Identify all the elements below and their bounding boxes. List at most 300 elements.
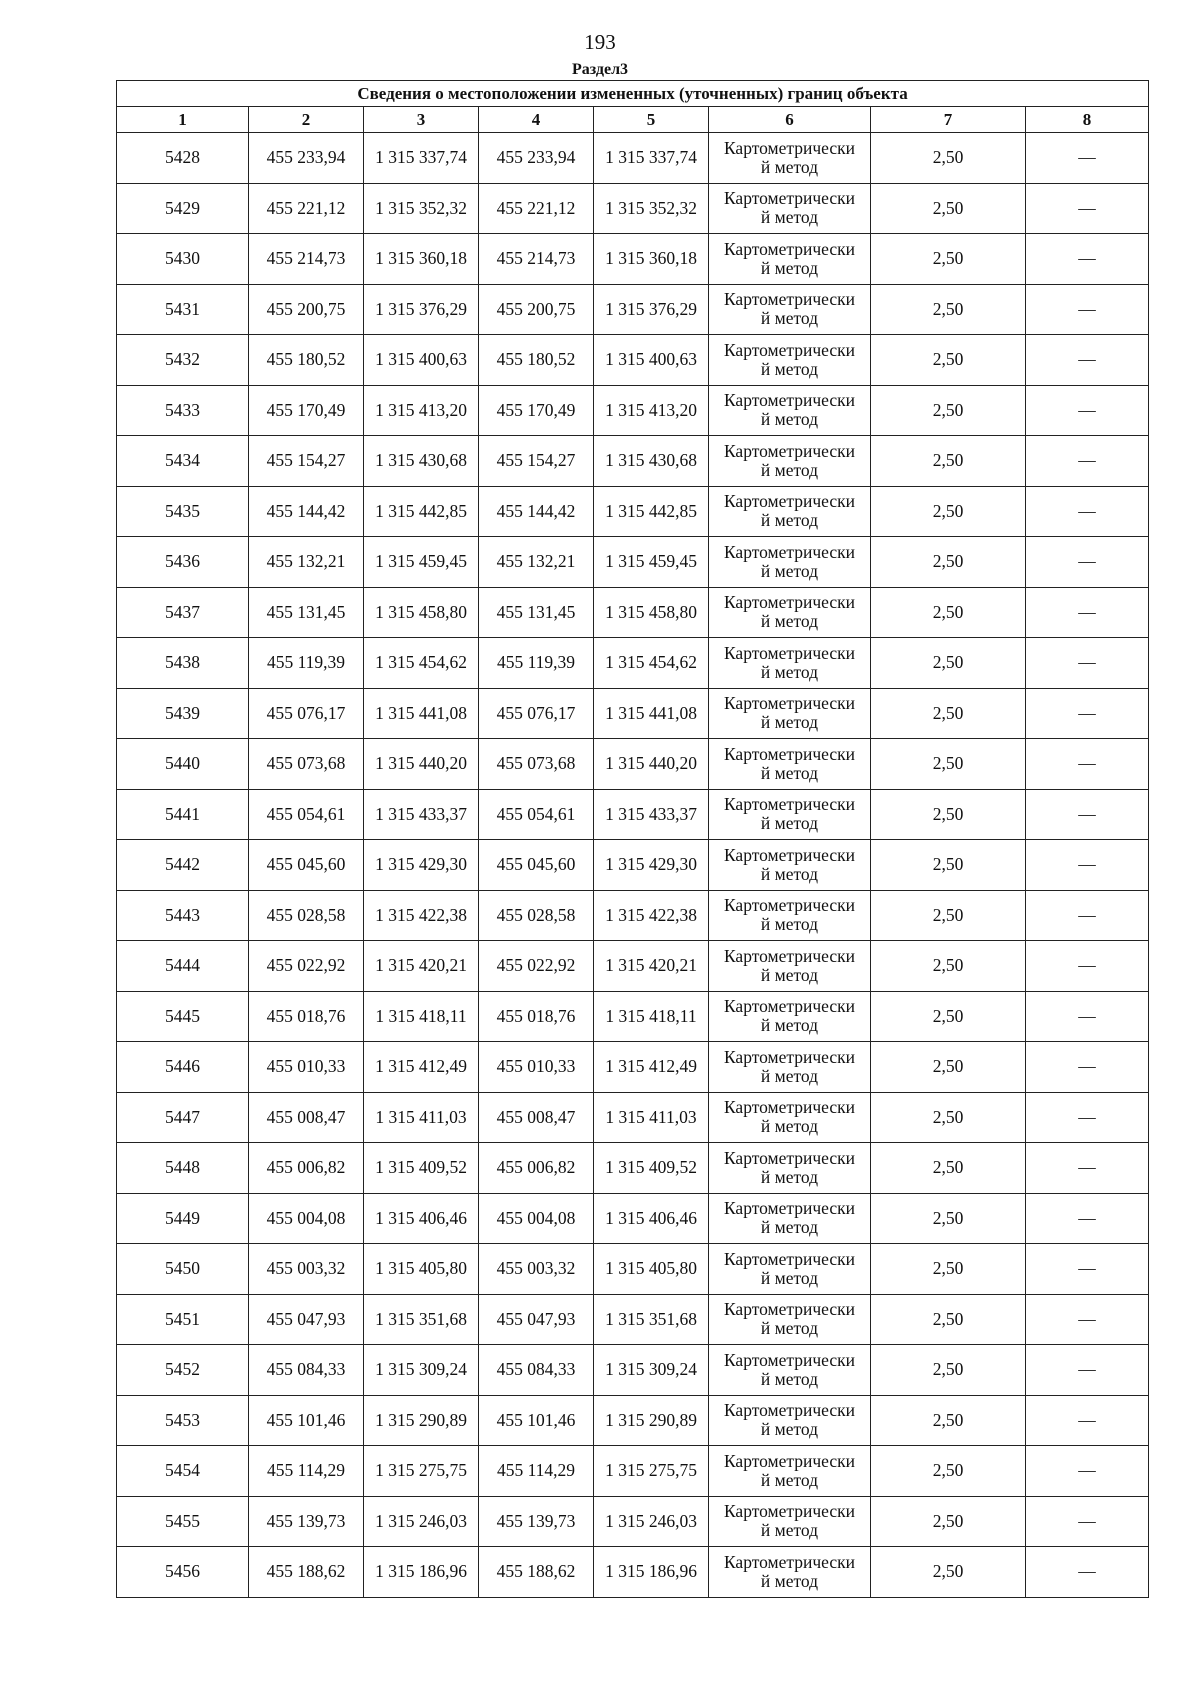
point-number-cell: 5445 [117,991,249,1042]
x-new-cell: 455 022,92 [479,941,594,992]
method-cell [709,1092,871,1143]
accuracy-cell: 2,50 [871,638,1026,689]
point-number-cell: 5451 [117,1294,249,1345]
table-row [117,1042,1149,1093]
y-old-cell: 1 315 409,52 [364,1143,479,1194]
point-number-cell: 5432 [117,335,249,386]
x-old-cell: 455 003,32 [249,1244,364,1295]
method-line-2: й метод [760,1267,819,1288]
method-line-2: й метод [760,510,819,531]
method-cell [709,335,871,386]
point-number-cell: 5447 [117,1092,249,1143]
y-old-cell: 1 315 430,68 [364,436,479,487]
x-old-cell: 455 006,82 [249,1143,364,1194]
accuracy-cell: 2,50 [871,1395,1026,1446]
method-line-1: Картометрически [723,592,856,613]
point-number-cell: 5429 [117,183,249,234]
point-number-cell: 5431 [117,284,249,335]
method-cell [709,1446,871,1497]
x-new-cell: 455 003,32 [479,1244,594,1295]
x-new-cell: 455 004,08 [479,1193,594,1244]
table-row [117,1547,1149,1598]
method-line-2: й метод [760,257,819,278]
x-new-cell: 455 047,93 [479,1294,594,1345]
accuracy-cell: 2,50 [871,335,1026,386]
x-old-cell: 455 076,17 [249,688,364,739]
accuracy-cell: 2,50 [871,133,1026,184]
x-old-cell: 455 045,60 [249,840,364,891]
method-line-1: Картометрически [723,1046,856,1067]
x-old-cell: 455 047,93 [249,1294,364,1345]
method-line-1: Картометрически [723,642,856,663]
point-number-cell: 5449 [117,1193,249,1244]
accuracy-cell: 2,50 [871,1294,1026,1345]
note-cell: — [1026,486,1149,537]
x-new-cell: 455 076,17 [479,688,594,739]
x-old-cell: 455 119,39 [249,638,364,689]
method-line-2: й метод [760,964,819,985]
accuracy-cell: 2,50 [871,991,1026,1042]
note-cell: — [1026,1092,1149,1143]
y-new-cell: 1 315 413,20 [594,385,709,436]
method-cell [709,1547,871,1598]
note-cell: — [1026,1547,1149,1598]
y-new-cell: 1 315 360,18 [594,234,709,285]
x-old-cell: 455 132,21 [249,537,364,588]
y-old-cell: 1 315 440,20 [364,739,479,790]
method-line-2: й метод [760,762,819,783]
accuracy-cell: 2,50 [871,1143,1026,1194]
x-old-cell: 455 008,47 [249,1092,364,1143]
method-line-2: й метод [760,459,819,480]
method-cell [709,638,871,689]
note-cell: — [1026,1193,1149,1244]
point-number-cell: 5434 [117,436,249,487]
y-old-cell: 1 315 412,49 [364,1042,479,1093]
method-line-2: й метод [760,1065,819,1086]
y-old-cell: 1 315 458,80 [364,587,479,638]
point-number-cell: 5444 [117,941,249,992]
point-number-cell: 5428 [117,133,249,184]
point-number-cell: 5452 [117,1345,249,1396]
method-line-1: Картометрически [723,1349,856,1370]
point-number-cell: 5455 [117,1496,249,1547]
method-cell [709,840,871,891]
note-cell: — [1026,941,1149,992]
point-number-cell: 5436 [117,537,249,588]
x-new-cell: 455 132,21 [479,537,594,588]
method-cell [709,587,871,638]
x-new-cell: 455 131,45 [479,587,594,638]
note-cell: — [1026,1395,1149,1446]
table-row [117,385,1149,436]
method-line-1: Картометрически [723,693,856,714]
method-line-2: й метод [760,1318,819,1339]
method-cell [709,1193,871,1244]
y-new-cell: 1 315 290,89 [594,1395,709,1446]
x-old-cell: 455 144,42 [249,486,364,537]
y-old-cell: 1 315 422,38 [364,890,479,941]
accuracy-cell: 2,50 [871,1547,1026,1598]
method-line-2: й метод [760,1368,819,1389]
table-row [117,840,1149,891]
x-old-cell: 455 054,61 [249,789,364,840]
point-number-cell: 5450 [117,1244,249,1295]
y-new-cell: 1 315 411,03 [594,1092,709,1143]
method-cell [709,1496,871,1547]
y-new-cell: 1 315 309,24 [594,1345,709,1396]
table-row [117,335,1149,386]
table-row [117,1143,1149,1194]
note-cell: — [1026,739,1149,790]
x-old-cell: 455 233,94 [249,133,364,184]
method-line-2: й метод [760,863,819,884]
method-line-2: й метод [760,1419,819,1440]
y-new-cell: 1 315 422,38 [594,890,709,941]
x-new-cell: 455 119,39 [479,638,594,689]
y-old-cell: 1 315 376,29 [364,284,479,335]
table-row [117,1092,1149,1143]
y-new-cell: 1 315 186,96 [594,1547,709,1598]
method-line-2: й метод [760,560,819,581]
accuracy-cell: 2,50 [871,436,1026,487]
accuracy-cell: 2,50 [871,1092,1026,1143]
x-new-cell: 455 045,60 [479,840,594,891]
table-row [117,739,1149,790]
method-line-1: Картометрически [723,188,856,209]
y-old-cell: 1 315 406,46 [364,1193,479,1244]
x-old-cell: 455 139,73 [249,1496,364,1547]
coordinates-table [116,80,1149,1598]
table-row [117,486,1149,537]
accuracy-cell: 2,50 [871,1345,1026,1396]
method-line-1: Картометрически [723,1198,856,1219]
table-row [117,1395,1149,1446]
page-number: 193 [584,30,616,54]
x-old-cell: 455 180,52 [249,335,364,386]
table-caption: Сведения о местоположении измененных (уточненных) границ объекта [117,81,1149,107]
method-line-2: й метод [760,1570,819,1591]
y-new-cell: 1 315 420,21 [594,941,709,992]
accuracy-cell: 2,50 [871,1193,1026,1244]
note-cell: — [1026,436,1149,487]
table-row [117,941,1149,992]
method-cell [709,991,871,1042]
method-line-2: й метод [760,813,819,834]
method-line-1: Картометрически [723,541,856,562]
method-line-1: Картометрически [723,1248,856,1269]
note-cell: — [1026,537,1149,588]
x-new-cell: 455 006,82 [479,1143,594,1194]
method-line-1: Картометрически [723,1501,856,1522]
accuracy-cell: 2,50 [871,739,1026,790]
y-old-cell: 1 315 413,20 [364,385,479,436]
x-old-cell: 455 084,33 [249,1345,364,1396]
x-new-cell: 455 073,68 [479,739,594,790]
x-new-cell: 455 214,73 [479,234,594,285]
method-cell [709,133,871,184]
method-cell [709,234,871,285]
y-old-cell: 1 315 429,30 [364,840,479,891]
y-old-cell: 1 315 351,68 [364,1294,479,1345]
point-number-cell: 5454 [117,1446,249,1497]
method-line-1: Картометрически [723,137,856,158]
y-new-cell: 1 315 429,30 [594,840,709,891]
y-old-cell: 1 315 309,24 [364,1345,479,1396]
x-old-cell: 455 018,76 [249,991,364,1042]
table-row [117,133,1149,184]
note-cell: — [1026,840,1149,891]
y-new-cell: 1 315 442,85 [594,486,709,537]
table-row [117,1345,1149,1396]
accuracy-cell: 2,50 [871,486,1026,537]
x-old-cell: 455 188,62 [249,1547,364,1598]
x-new-cell: 455 170,49 [479,385,594,436]
note-cell: — [1026,587,1149,638]
x-old-cell: 455 010,33 [249,1042,364,1093]
section-title: Раздел3 [571,61,629,78]
point-number-cell: 5440 [117,739,249,790]
y-old-cell: 1 315 411,03 [364,1092,479,1143]
point-number-cell: 5435 [117,486,249,537]
method-line-2: й метод [760,308,819,329]
x-new-cell: 455 018,76 [479,991,594,1042]
y-new-cell: 1 315 459,45 [594,537,709,588]
note-cell: — [1026,1244,1149,1295]
method-cell [709,688,871,739]
accuracy-cell: 2,50 [871,284,1026,335]
x-new-cell: 455 084,33 [479,1345,594,1396]
method-line-1: Картометрически [723,895,856,916]
accuracy-cell: 2,50 [871,1446,1026,1497]
accuracy-cell: 2,50 [871,840,1026,891]
y-new-cell: 1 315 376,29 [594,284,709,335]
y-old-cell: 1 315 352,32 [364,183,479,234]
column-number: 4 [479,107,594,133]
accuracy-cell: 2,50 [871,941,1026,992]
method-line-1: Картометрически [723,1097,856,1118]
table-row [117,890,1149,941]
table-row [117,183,1149,234]
method-cell [709,284,871,335]
y-old-cell: 1 315 186,96 [364,1547,479,1598]
x-old-cell: 455 101,46 [249,1395,364,1446]
column-number: 5 [594,107,709,133]
note-cell: — [1026,688,1149,739]
method-line-1: Картометрически [723,743,856,764]
table-row [117,1193,1149,1244]
x-old-cell: 455 004,08 [249,1193,364,1244]
note-cell: — [1026,335,1149,386]
y-new-cell: 1 315 352,32 [594,183,709,234]
x-new-cell: 455 221,12 [479,183,594,234]
method-line-1: Картометрически [723,945,856,966]
method-line-1: Картометрически [723,339,856,360]
method-cell [709,1345,871,1396]
point-number-cell: 5437 [117,587,249,638]
method-cell [709,739,871,790]
column-number: 1 [117,107,249,133]
y-old-cell: 1 315 454,62 [364,638,479,689]
table-row [117,638,1149,689]
accuracy-cell: 2,50 [871,1244,1026,1295]
method-cell [709,183,871,234]
method-line-1: Картометрически [723,1147,856,1168]
y-old-cell: 1 315 459,45 [364,537,479,588]
y-old-cell: 1 315 275,75 [364,1446,479,1497]
table-row [117,1446,1149,1497]
y-new-cell: 1 315 454,62 [594,638,709,689]
method-cell [709,1395,871,1446]
method-line-2: й метод [760,712,819,733]
x-new-cell: 455 154,27 [479,436,594,487]
x-old-cell: 455 154,27 [249,436,364,487]
method-cell [709,436,871,487]
x-old-cell: 455 073,68 [249,739,364,790]
accuracy-cell: 2,50 [871,183,1026,234]
method-line-2: й метод [760,1166,819,1187]
method-cell [709,789,871,840]
x-old-cell: 455 131,45 [249,587,364,638]
x-new-cell: 455 008,47 [479,1092,594,1143]
y-old-cell: 1 315 405,80 [364,1244,479,1295]
method-line-2: й метод [760,1520,819,1541]
x-old-cell: 455 221,12 [249,183,364,234]
method-line-1: Картометрически [723,1551,856,1572]
method-line-2: й метод [760,611,819,632]
point-number-cell: 5446 [117,1042,249,1093]
method-line-2: й метод [760,1469,819,1490]
table-body [117,133,1149,1598]
point-number-cell: 5433 [117,385,249,436]
table-row [117,1244,1149,1295]
method-line-2: й метод [760,156,819,177]
point-number-cell: 5438 [117,638,249,689]
note-cell: — [1026,133,1149,184]
y-old-cell: 1 315 418,11 [364,991,479,1042]
accuracy-cell: 2,50 [871,537,1026,588]
column-number-row [117,107,1149,133]
method-line-1: Картометрически [723,238,856,259]
column-number: 7 [871,107,1026,133]
y-new-cell: 1 315 275,75 [594,1446,709,1497]
point-number-cell: 5430 [117,234,249,285]
method-cell [709,486,871,537]
point-number-cell: 5442 [117,840,249,891]
y-new-cell: 1 315 441,08 [594,688,709,739]
method-line-2: й метод [760,207,819,228]
y-old-cell: 1 315 360,18 [364,234,479,285]
y-new-cell: 1 315 351,68 [594,1294,709,1345]
x-old-cell: 455 114,29 [249,1446,364,1497]
method-cell [709,1244,871,1295]
method-line-2: й метод [760,409,819,430]
y-new-cell: 1 315 412,49 [594,1042,709,1093]
note-cell: — [1026,638,1149,689]
note-cell: — [1026,890,1149,941]
y-old-cell: 1 315 420,21 [364,941,479,992]
x-new-cell: 455 010,33 [479,1042,594,1093]
method-line-2: й метод [760,914,819,935]
column-number: 3 [364,107,479,133]
method-line-2: й метод [760,1015,819,1036]
method-line-1: Картометрически [723,844,856,865]
x-old-cell: 455 200,75 [249,284,364,335]
y-old-cell: 1 315 433,37 [364,789,479,840]
note-cell: — [1026,385,1149,436]
table-row [117,284,1149,335]
method-cell [709,941,871,992]
note-cell: — [1026,1294,1149,1345]
note-cell: — [1026,1042,1149,1093]
note-cell: — [1026,789,1149,840]
note-cell: — [1026,183,1149,234]
y-new-cell: 1 315 433,37 [594,789,709,840]
method-cell [709,1042,871,1093]
x-new-cell: 455 144,42 [479,486,594,537]
table-row [117,991,1149,1042]
method-line-1: Картометрически [723,1299,856,1320]
point-number-cell: 5443 [117,890,249,941]
method-line-1: Картометрически [723,1450,856,1471]
x-new-cell: 455 054,61 [479,789,594,840]
y-new-cell: 1 315 418,11 [594,991,709,1042]
method-line-1: Картометрически [723,996,856,1017]
x-old-cell: 455 028,58 [249,890,364,941]
y-old-cell: 1 315 246,03 [364,1496,479,1547]
table-row [117,1496,1149,1547]
column-number: 6 [709,107,871,133]
accuracy-cell: 2,50 [871,688,1026,739]
x-new-cell: 455 139,73 [479,1496,594,1547]
x-old-cell: 455 022,92 [249,941,364,992]
table-row [117,688,1149,739]
accuracy-cell: 2,50 [871,890,1026,941]
method-line-2: й метод [760,358,819,379]
method-line-2: й метод [760,1217,819,1238]
note-cell: — [1026,284,1149,335]
x-new-cell: 455 101,46 [479,1395,594,1446]
y-new-cell: 1 315 406,46 [594,1193,709,1244]
y-new-cell: 1 315 405,80 [594,1244,709,1295]
table-row [117,1294,1149,1345]
x-new-cell: 455 233,94 [479,133,594,184]
x-new-cell: 455 114,29 [479,1446,594,1497]
method-line-1: Картометрически [723,491,856,512]
y-new-cell: 1 315 430,68 [594,436,709,487]
point-number-cell: 5456 [117,1547,249,1598]
y-new-cell: 1 315 409,52 [594,1143,709,1194]
y-old-cell: 1 315 442,85 [364,486,479,537]
y-old-cell: 1 315 290,89 [364,1395,479,1446]
x-new-cell: 455 188,62 [479,1547,594,1598]
method-line-2: й метод [760,661,819,682]
method-cell [709,1143,871,1194]
accuracy-cell: 2,50 [871,385,1026,436]
x-new-cell: 455 180,52 [479,335,594,386]
method-cell [709,1294,871,1345]
method-line-2: й метод [760,1116,819,1137]
note-cell: — [1026,234,1149,285]
method-line-1: Картометрически [723,1400,856,1421]
point-number-cell: 5439 [117,688,249,739]
x-old-cell: 455 214,73 [249,234,364,285]
table-row [117,789,1149,840]
point-number-cell: 5441 [117,789,249,840]
accuracy-cell: 2,50 [871,789,1026,840]
point-number-cell: 5453 [117,1395,249,1446]
note-cell: — [1026,1345,1149,1396]
